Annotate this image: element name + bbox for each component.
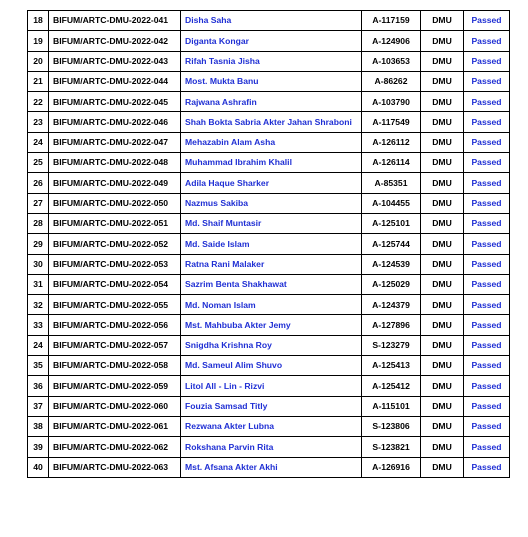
institute-cell: DMU [421,31,464,51]
table-row [28,112,510,132]
serial-number-cell: 38 [28,416,49,436]
registration-number-cell: A-126112 [362,132,421,152]
serial-number-cell: 32 [28,295,49,315]
table-row [28,315,510,335]
registration-number-cell: A-125029 [362,274,421,294]
result-status-cell: Passed [464,193,510,213]
roll-id-cell: BIFUM/ARTC-DMU-2022-041 [49,11,181,31]
student-name-cell: Mehazabin Alam Asha [181,132,362,152]
result-status-cell: Passed [464,416,510,436]
student-name-cell: Md. Sameul Alim Shuvo [181,356,362,376]
serial-number-cell: 23 [28,112,49,132]
roll-id-cell: BIFUM/ARTC-DMU-2022-062 [49,437,181,457]
roll-id-cell: BIFUM/ARTC-DMU-2022-060 [49,396,181,416]
student-name-cell: Md. Noman Islam [181,295,362,315]
serial-number-cell: 30 [28,254,49,274]
roll-id-cell: BIFUM/ARTC-DMU-2022-061 [49,416,181,436]
result-status-cell: Passed [464,112,510,132]
result-status-cell: Passed [464,213,510,233]
roll-id-cell: BIFUM/ARTC-DMU-2022-042 [49,31,181,51]
institute-cell: DMU [421,335,464,355]
result-status-cell: Passed [464,396,510,416]
serial-number-cell: 31 [28,274,49,294]
student-name-cell: Ratna Rani Malaker [181,254,362,274]
institute-cell: DMU [421,213,464,233]
student-name-cell: Mst. Mahbuba Akter Jemy [181,315,362,335]
institute-cell: DMU [421,234,464,254]
serial-number-cell: 36 [28,376,49,396]
registration-number-cell: A-125744 [362,234,421,254]
result-status-cell: Passed [464,437,510,457]
registration-number-cell: A-124379 [362,295,421,315]
table-row [28,31,510,51]
institute-cell: DMU [421,112,464,132]
roll-id-cell: BIFUM/ARTC-DMU-2022-045 [49,92,181,112]
institute-cell: DMU [421,173,464,193]
registration-number-cell: S-123821 [362,437,421,457]
registration-number-cell: A-125413 [362,356,421,376]
serial-number-cell: 29 [28,234,49,254]
result-status-cell: Passed [464,71,510,91]
result-status-cell: Passed [464,356,510,376]
institute-cell: DMU [421,254,464,274]
institute-cell: DMU [421,193,464,213]
student-name-cell: Rezwana Akter Lubna [181,416,362,436]
roll-id-cell: BIFUM/ARTC-DMU-2022-043 [49,51,181,71]
roll-id-cell: BIFUM/ARTC-DMU-2022-048 [49,153,181,173]
table-row [28,274,510,294]
table-row [28,335,510,355]
result-status-cell: Passed [464,457,510,477]
roll-id-cell: BIFUM/ARTC-DMU-2022-053 [49,254,181,274]
table-row [28,213,510,233]
roll-id-cell: BIFUM/ARTC-DMU-2022-046 [49,112,181,132]
student-name-cell: Litol All - Lin - Rizvi [181,376,362,396]
roll-id-cell: BIFUM/ARTC-DMU-2022-052 [49,234,181,254]
result-status-cell: Passed [464,31,510,51]
registration-number-cell: A-117159 [362,11,421,31]
registration-number-cell: A-104455 [362,193,421,213]
student-name-cell: Md. Saide Islam [181,234,362,254]
institute-cell: DMU [421,376,464,396]
institute-cell: DMU [421,295,464,315]
table-row [28,153,510,173]
institute-cell: DMU [421,396,464,416]
serial-number-cell: 26 [28,173,49,193]
registration-number-cell: A-103790 [362,92,421,112]
student-name-cell: Sazrim Benta Shakhawat [181,274,362,294]
student-name-cell: Snigdha Krishna Roy [181,335,362,355]
result-status-cell: Passed [464,335,510,355]
roll-id-cell: BIFUM/ARTC-DMU-2022-050 [49,193,181,213]
result-status-cell: Passed [464,315,510,335]
result-status-cell: Passed [464,295,510,315]
serial-number-cell: 24 [28,335,49,355]
serial-number-cell: 19 [28,31,49,51]
result-status-cell: Passed [464,51,510,71]
serial-number-cell: 39 [28,437,49,457]
table-row [28,132,510,152]
institute-cell: DMU [421,416,464,436]
serial-number-cell: 24 [28,132,49,152]
institute-cell: DMU [421,71,464,91]
serial-number-cell: 28 [28,213,49,233]
registration-number-cell: A-117549 [362,112,421,132]
serial-number-cell: 20 [28,51,49,71]
registration-number-cell: A-124906 [362,31,421,51]
serial-number-cell: 37 [28,396,49,416]
institute-cell: DMU [421,92,464,112]
registration-number-cell: A-124539 [362,254,421,274]
registration-number-cell: A-85351 [362,173,421,193]
student-name-cell: Rifah Tasnia Jisha [181,51,362,71]
institute-cell: DMU [421,153,464,173]
institute-cell: DMU [421,51,464,71]
table-row [28,11,510,31]
student-name-cell: Md. Shaif Muntasir [181,213,362,233]
institute-cell: DMU [421,437,464,457]
roll-id-cell: BIFUM/ARTC-DMU-2022-044 [49,71,181,91]
table-row [28,51,510,71]
table-row [28,254,510,274]
registration-number-cell: A-127896 [362,315,421,335]
student-name-cell: Rokshana Parvin Rita [181,437,362,457]
roll-id-cell: BIFUM/ARTC-DMU-2022-054 [49,274,181,294]
student-name-cell: Nazmus Sakiba [181,193,362,213]
serial-number-cell: 21 [28,71,49,91]
institute-cell: DMU [421,356,464,376]
table-row [28,356,510,376]
table-row [28,92,510,112]
serial-number-cell: 33 [28,315,49,335]
roll-id-cell: BIFUM/ARTC-DMU-2022-063 [49,457,181,477]
registration-number-cell: A-125412 [362,376,421,396]
result-status-cell: Passed [464,254,510,274]
roll-id-cell: BIFUM/ARTC-DMU-2022-059 [49,376,181,396]
result-status-cell: Passed [464,234,510,254]
result-status-cell: Passed [464,173,510,193]
student-name-cell: Most. Mukta Banu [181,71,362,91]
result-status-cell: Passed [464,376,510,396]
institute-cell: DMU [421,457,464,477]
student-name-cell: Mst. Afsana Akter Akhi [181,457,362,477]
registration-number-cell: A-126916 [362,457,421,477]
serial-number-cell: 18 [28,11,49,31]
result-status-cell: Passed [464,92,510,112]
roll-id-cell: BIFUM/ARTC-DMU-2022-055 [49,295,181,315]
serial-number-cell: 22 [28,92,49,112]
institute-cell: DMU [421,11,464,31]
student-name-cell: Adila Haque Sharker [181,173,362,193]
roll-id-cell: BIFUM/ARTC-DMU-2022-051 [49,213,181,233]
result-status-cell: Passed [464,11,510,31]
student-name-cell: Rajwana Ashrafin [181,92,362,112]
student-name-cell: Shah Bokta Sabria Akter Jahan Shraboni [181,112,362,132]
serial-number-cell: 27 [28,193,49,213]
table-row [28,295,510,315]
registration-number-cell: S-123279 [362,335,421,355]
roll-id-cell: BIFUM/ARTC-DMU-2022-056 [49,315,181,335]
table-row [28,376,510,396]
institute-cell: DMU [421,132,464,152]
table-row [28,71,510,91]
roll-id-cell: BIFUM/ARTC-DMU-2022-057 [49,335,181,355]
student-name-cell: Diganta Kongar [181,31,362,51]
institute-cell: DMU [421,315,464,335]
roll-id-cell: BIFUM/ARTC-DMU-2022-058 [49,356,181,376]
registration-number-cell: A-115101 [362,396,421,416]
registration-number-cell: A-125101 [362,213,421,233]
registration-number-cell: S-123806 [362,416,421,436]
table-row [28,234,510,254]
table-row [28,457,510,477]
institute-cell: DMU [421,274,464,294]
serial-number-cell: 25 [28,153,49,173]
result-status-cell: Passed [464,132,510,152]
table-row [28,437,510,457]
registration-number-cell: A-103653 [362,51,421,71]
roll-id-cell: BIFUM/ARTC-DMU-2022-047 [49,132,181,152]
student-name-cell: Muhammad Ibrahim Khalil [181,153,362,173]
serial-number-cell: 35 [28,356,49,376]
table-row [28,416,510,436]
results-table [27,10,510,478]
table-row [28,173,510,193]
registration-number-cell: A-126114 [362,153,421,173]
registration-number-cell: A-86262 [362,71,421,91]
result-status-cell: Passed [464,153,510,173]
roll-id-cell: BIFUM/ARTC-DMU-2022-049 [49,173,181,193]
table-row [28,193,510,213]
results-table-body [28,11,510,478]
student-name-cell: Fouzia Samsad Titly [181,396,362,416]
student-name-cell: Disha Saha [181,11,362,31]
result-status-cell: Passed [464,274,510,294]
serial-number-cell: 40 [28,457,49,477]
table-row [28,396,510,416]
